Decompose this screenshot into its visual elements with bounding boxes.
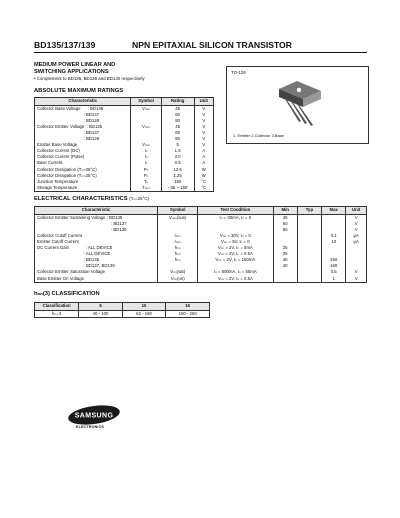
abs-max-cell: 80: [161, 136, 194, 142]
abs-max-row: [35, 105, 214, 112]
abs-max-row: [35, 185, 214, 192]
abs-max-cell: W: [194, 173, 213, 179]
abs-max-title: ABSOLUTE MAXIMUM RATINGS: [34, 88, 124, 94]
elec-title-condition: (Tₙ=25°C): [129, 196, 149, 201]
elec-cell: Emitter Cutoff Current: [35, 239, 158, 245]
samsung-logo-ellipse: [67, 405, 121, 425]
hfe-cell-6: 40 - 100: [79, 310, 123, 317]
elec-cell: V: [346, 269, 367, 275]
elec-cell: V: [346, 214, 367, 221]
package-name: TO-126: [231, 70, 246, 75]
abs-max-cell: : BD139: [35, 118, 131, 124]
elec-cell: hₙₙ: [158, 257, 198, 263]
complement-note: • Complement to BD136, BD138 and BD140 respectively: [34, 76, 145, 81]
abs-max-cell: Iₙ: [131, 148, 161, 154]
elec-cell: V: [346, 276, 367, 283]
elec-header-row: [35, 207, 367, 215]
elec-cell: Vₙₙ = 30V, Iₙ = 0: [198, 233, 273, 239]
abs-max-cell: 60: [161, 130, 194, 136]
abs-max-cell: V: [194, 124, 213, 130]
elec-row: [35, 276, 367, 283]
abs-max-cell: 45: [161, 105, 194, 112]
elec-table: [34, 206, 367, 283]
elec-cell: 0.5: [322, 269, 346, 275]
hfe-row: [35, 310, 210, 317]
elec-cell: Collector Cutoff Current: [35, 233, 158, 239]
logo-tagline: ELECTRONICS: [76, 425, 104, 429]
abs-max-cell: 1.25: [161, 173, 194, 179]
elec-title-text: ELECTRICAL CHARACTERISTICS: [34, 196, 128, 202]
hfe-title: hₙₙ(3) CLASSIFICATION: [34, 291, 100, 297]
hfe-col-classification: Classification: [35, 303, 79, 311]
pin-assignment: 1. Emitter 2.Collector 3.Base: [233, 133, 284, 138]
abs-max-col-rating: Rating: [161, 98, 194, 106]
samsung-logo-text: SAMSUNG: [74, 412, 114, 420]
abs-max-cell: Collector Current (DC): [35, 148, 131, 154]
abs-max-cell: 60: [161, 112, 194, 118]
elec-col-typ: Typ: [297, 207, 321, 215]
elec-cell: µA: [346, 233, 367, 239]
elec-cell: 40: [273, 257, 297, 263]
elec-cell: hₙₙ: [158, 245, 198, 251]
elec-cell: Collector Emitter Saturation Voltage: [35, 269, 158, 275]
elec-cell: [322, 214, 346, 221]
abs-max-cell: Vₙₙₙ: [131, 142, 161, 148]
elec-cell: 0.1: [322, 233, 346, 239]
elec-cell: Vₙₙ = 2V, Iₙ = 0.5A: [198, 276, 273, 283]
to126-package-drawing: [271, 77, 331, 129]
elec-cell: Collector Emitter Sustaining Voltage : BD135: [35, 214, 158, 221]
elec-title: [34, 196, 149, 202]
elec-cell: 160: [322, 263, 346, 269]
abs-max-cell: A: [194, 160, 213, 166]
header-rule: [34, 52, 367, 53]
abs-max-cell: Collector Base Voltage : BD135: [35, 105, 131, 112]
elec-cell: : BD135: [35, 257, 158, 263]
abs-max-cell: Iₙ: [131, 160, 161, 166]
hfe-col-6: 6: [79, 303, 123, 311]
elec-cell: 25: [273, 251, 297, 257]
page-title: NPN EPITAXIAL SILICON TRANSISTOR: [132, 40, 292, 50]
elec-col-max: Max: [322, 207, 346, 215]
elec-cell: Vₙₙ = 5V, Iₙ = 0: [198, 239, 273, 245]
elec-cell: [273, 276, 297, 283]
elec-col-symbol: Symbol: [158, 207, 198, 215]
elec-cell: 45: [273, 214, 297, 221]
subtitle-line-2: SWITCHING APPLICATIONS: [34, 69, 109, 75]
abs-max-cell: Tₙ: [131, 179, 161, 185]
elec-cell: Iₙₙₙ: [158, 233, 198, 239]
elec-cell: : BD139: [35, 227, 158, 233]
abs-max-cell: 12.5: [161, 167, 194, 173]
elec-cell: 1: [322, 276, 346, 283]
hfe-col-10: 10: [122, 303, 166, 311]
abs-max-header-row: [35, 98, 214, 106]
abs-max-cell: 150: [161, 179, 194, 185]
abs-max-cell: - 55 ~ 150: [161, 185, 194, 192]
elec-cell: 250: [322, 257, 346, 263]
abs-max-cell: Emitter Base Voltage: [35, 142, 131, 148]
elec-cell: Vₙₙ(on): [158, 276, 198, 283]
elec-cell: µA: [346, 239, 367, 245]
abs-max-cell: W: [194, 167, 213, 173]
abs-max-cell: Vₙₙₙ: [131, 124, 161, 130]
part-numbers: BD135/137/139: [34, 40, 96, 50]
abs-max-cell: Pₙ: [131, 173, 161, 179]
abs-max-cell: A: [194, 148, 213, 154]
abs-max-cell: V: [194, 112, 213, 118]
abs-max-col-unit: Unit: [194, 98, 213, 106]
elec-cell: 80: [273, 227, 297, 233]
abs-max-cell: V: [194, 118, 213, 124]
elec-col-test-condition: Test Condition: [198, 207, 273, 215]
abs-max-cell: V: [194, 105, 213, 112]
abs-max-cell: Collector Dissipation (Tₙ=25°C): [35, 167, 131, 173]
elec-cell: V: [346, 227, 367, 233]
abs-max-cell: 80: [161, 118, 194, 124]
elec-cell: : BD137, BD139: [35, 263, 158, 269]
elec-row: [35, 214, 367, 221]
abs-max-cell: : BD137: [35, 130, 131, 136]
abs-max-cell: 0.5: [161, 160, 194, 166]
abs-max-cell: : BD139: [35, 136, 131, 142]
elec-cell: Vₙₙ = 2V, Iₙ = 0.5A: [198, 251, 273, 257]
abs-max-cell: Vₙₙₙ: [131, 105, 161, 112]
subtitle-line-1: MEDIUM POWER LINEAR AND: [34, 62, 116, 68]
abs-max-cell: 45: [161, 124, 194, 130]
abs-max-cell: Collector Current (Pulse): [35, 154, 131, 160]
abs-max-cell: V: [194, 142, 213, 148]
elec-cell: 25: [273, 245, 297, 251]
abs-max-cell: Junction Temperature: [35, 179, 131, 185]
hfe-cell-16: 100 - 250: [166, 310, 210, 317]
elec-col-unit: Unit: [346, 207, 367, 215]
elec-cell: [297, 276, 321, 283]
elec-cell: Iₙ = 500mA, Iₙ = 50mA: [198, 269, 273, 275]
abs-max-cell: 3.0: [161, 154, 194, 160]
elec-cell: Iₙ = 30mA, Iₙ = 0: [198, 214, 273, 221]
abs-max-col-characteristic: Characteristic: [35, 98, 131, 106]
application-subtitle: [34, 62, 214, 76]
elec-cell: hₙₙ: [158, 251, 198, 257]
elec-cell: 60: [273, 221, 297, 227]
abs-max-cell: Collector Emitter Voltage : BD135: [35, 124, 131, 130]
elec-cell: [297, 214, 321, 221]
abs-max-col-symbol: Symbol: [131, 98, 161, 106]
elec-cell: Iₙₙₙ: [158, 239, 198, 245]
elec-cell: Vₙₙ = 2V, Iₙ = 5mA: [198, 245, 273, 251]
elec-cell: Vₙₙ(sat): [158, 269, 198, 275]
abs-max-cell: Collector Dissipation (Tₙ=25°C): [35, 173, 131, 179]
abs-max-cell: 5: [161, 142, 194, 148]
abs-max-cell: V: [194, 130, 213, 136]
package-box: [226, 66, 369, 144]
elec-cell: DC Current Gain : ALL DEVICE: [35, 245, 158, 251]
elec-body: [35, 214, 367, 282]
elec-cell: : ALL DEVICE: [35, 251, 158, 257]
hfe-cell-10: 63 - 160: [122, 310, 166, 317]
elec-cell: V: [346, 221, 367, 227]
abs-max-cell: Iₙ: [131, 154, 161, 160]
hfe-header-row: [35, 303, 210, 311]
elec-cell: Base Emitter On Voltage: [35, 276, 158, 283]
abs-max-cell: : BD137: [35, 112, 131, 118]
elec-cell: : BD137: [35, 221, 158, 227]
elec-cell: Vₙₙₙ(sus): [158, 214, 198, 221]
abs-max-table: [34, 97, 214, 192]
abs-max-cell: V: [194, 136, 213, 142]
abs-max-cell: Pₙ: [131, 167, 161, 173]
abs-max-cell: A: [194, 154, 213, 160]
elec-cell: 40: [273, 263, 297, 269]
abs-max-cell: Base Current: [35, 160, 131, 166]
elec-col-characteristic: Characteristic: [35, 207, 158, 215]
abs-max-cell: Storage Temperature: [35, 185, 131, 192]
hfe-table: [34, 302, 210, 318]
abs-max-cell: °C: [194, 179, 213, 185]
abs-max-body: [35, 105, 214, 191]
elec-col-min: Min: [273, 207, 297, 215]
hfe-cell-label: hₙₙ 3: [35, 310, 79, 317]
hfe-col-16: 16: [166, 303, 210, 311]
abs-max-cell: 1.5: [161, 148, 194, 154]
elec-cell: Vₙₙ = 2V, Iₙ = 150mA: [198, 257, 273, 263]
elec-cell: 10: [322, 239, 346, 245]
abs-max-cell: °C: [194, 185, 213, 192]
abs-max-cell: Tₙₙₙ: [131, 185, 161, 192]
